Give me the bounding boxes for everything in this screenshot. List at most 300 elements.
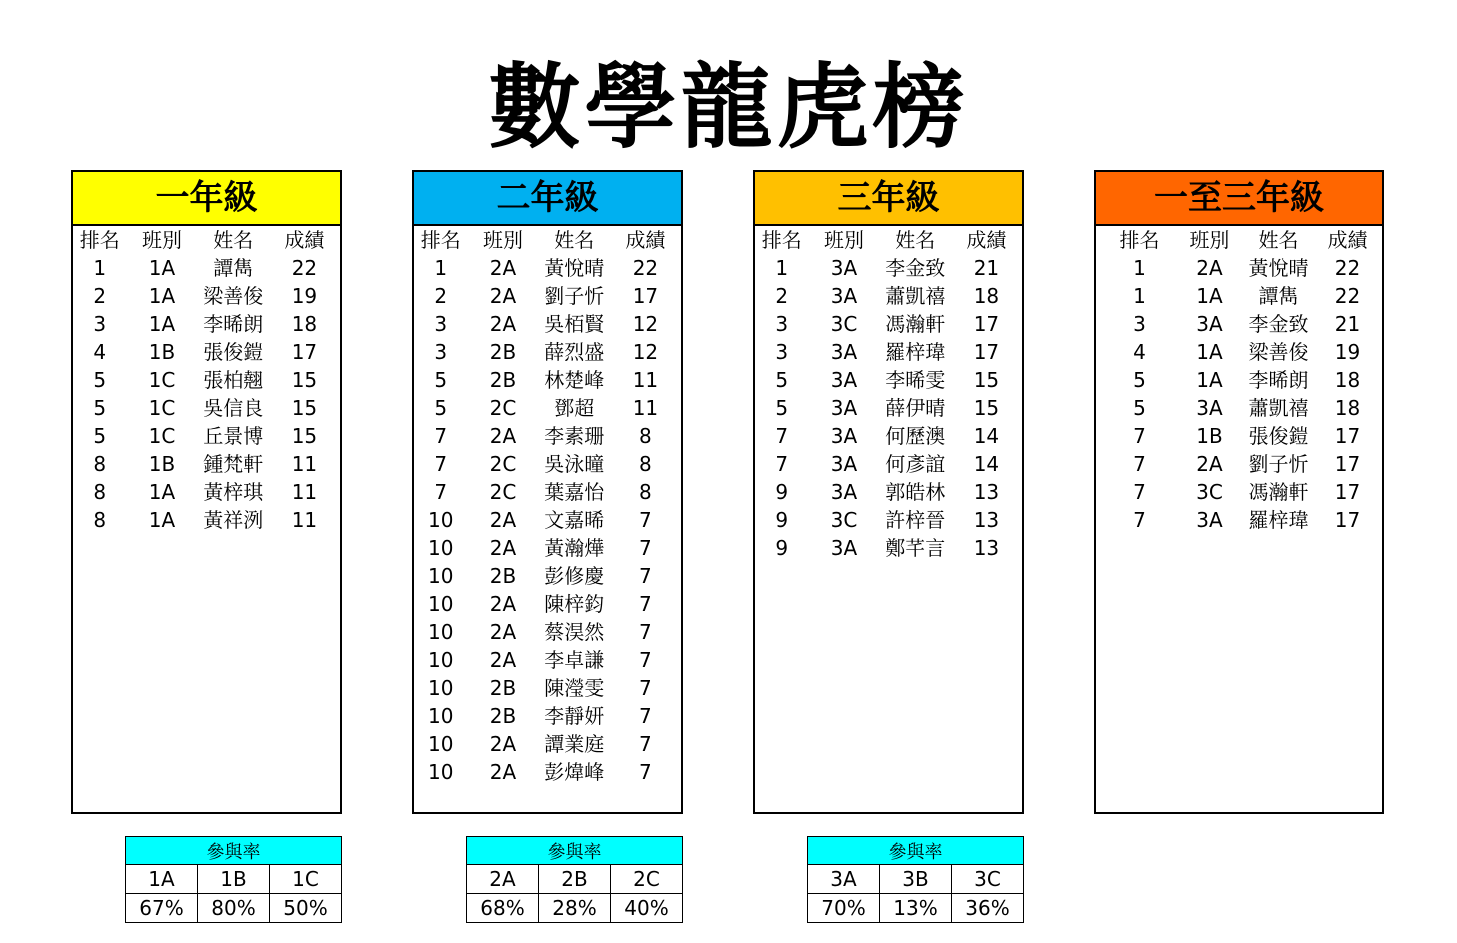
table-row [414, 506, 681, 534]
name-cell: 梁善俊 [203, 284, 264, 308]
participation-class: 1B [198, 865, 270, 894]
rank-cell: 5 [434, 396, 448, 420]
table-row [414, 646, 681, 674]
column-headers [1096, 226, 1382, 254]
rank-cell: 5 [434, 368, 448, 392]
rank-cell: 3 [1133, 312, 1146, 336]
class-cell: 3A [830, 536, 858, 560]
name-cell: 吳信良 [203, 396, 264, 420]
name-cell: 譚雋 [1258, 284, 1299, 308]
class-cell: 3A [1196, 312, 1223, 336]
rank-cell: 10 [427, 676, 454, 700]
score-cell: 7 [639, 592, 652, 616]
table-row [755, 254, 1022, 282]
class-cell: 2C [489, 452, 517, 476]
participation-table [125, 836, 342, 923]
class-cell: 2C [489, 480, 517, 504]
participation-rate: 68% [467, 894, 539, 923]
rank-cell: 1 [1133, 284, 1146, 308]
participation-rate: 40% [611, 894, 683, 923]
ranking-board [412, 170, 683, 814]
table-row [1096, 366, 1382, 394]
column-headers [755, 226, 1022, 254]
rank-cell: 7 [1133, 480, 1146, 504]
participation-rate: 70% [808, 894, 880, 923]
score-cell: 17 [1334, 424, 1361, 448]
rank-cell: 3 [434, 312, 448, 336]
participation-class: 1C [270, 865, 342, 894]
score-cell: 7 [639, 732, 652, 756]
table-row [414, 450, 681, 478]
rank-cell: 7 [1133, 508, 1146, 532]
score-cell: 22 [1334, 284, 1361, 308]
table-row [755, 310, 1022, 338]
rank-cell: 3 [775, 312, 789, 336]
rank-cell: 10 [427, 620, 454, 644]
participation-class: 1A [126, 865, 198, 894]
table-row [73, 282, 340, 310]
class-cell: 1B [148, 452, 176, 476]
column-headers [73, 226, 340, 254]
participation-class: 3A [808, 865, 880, 894]
class-cell: 1A [1196, 368, 1223, 392]
name-cell: 羅梓瑋 [1248, 508, 1309, 532]
score-cell: 18 [973, 284, 1000, 308]
table-row [414, 758, 681, 786]
name-cell: 蕭凱禧 [885, 284, 946, 308]
table-row [73, 310, 340, 338]
score-cell: 8 [639, 452, 652, 476]
table-row [755, 282, 1022, 310]
name-cell: 張俊鎧 [203, 340, 264, 364]
class-cell: 2B [489, 564, 517, 588]
name-cell: 馮瀚軒 [1248, 480, 1309, 504]
class-cell: 2A [489, 312, 517, 336]
score-cell: 21 [1334, 312, 1361, 336]
class-cell: 2B [489, 368, 517, 392]
class-cell: 2A [489, 536, 517, 560]
column-header: 成績 [1327, 228, 1368, 252]
name-cell: 葉嘉怡 [544, 480, 605, 504]
table-row [1096, 394, 1382, 422]
column-header: 排名 [79, 228, 120, 252]
participation-header: 參與率 [467, 837, 683, 865]
class-cell: 1A [148, 284, 176, 308]
score-cell: 7 [639, 760, 652, 784]
rank-cell: 10 [427, 508, 454, 532]
name-cell: 許梓晉 [885, 508, 946, 532]
page-title: 數學龍虎榜 [488, 54, 969, 161]
rank-cell: 8 [93, 508, 107, 532]
name-cell: 彭煒峰 [544, 760, 605, 784]
class-cell: 2A [489, 256, 517, 280]
table-row [73, 338, 340, 366]
column-header: 班別 [1189, 228, 1230, 252]
table-row [73, 366, 340, 394]
class-cell: 2B [489, 340, 517, 364]
rank-cell: 5 [775, 396, 789, 420]
table-row [414, 394, 681, 422]
table-row [414, 730, 681, 758]
column-header: 班別 [483, 228, 523, 252]
class-cell: 2B [489, 704, 517, 728]
table-row [1096, 338, 1382, 366]
score-cell: 22 [1334, 256, 1361, 280]
table-row [414, 674, 681, 702]
column-header: 班別 [142, 228, 182, 252]
participation-table [466, 836, 683, 923]
name-cell: 李金致 [1248, 312, 1309, 336]
score-cell: 21 [973, 256, 1000, 280]
score-cell: 11 [291, 480, 318, 504]
rank-cell: 1 [1133, 256, 1146, 280]
rank-cell: 9 [775, 508, 789, 532]
class-cell: 1B [1196, 424, 1223, 448]
table-row [414, 282, 681, 310]
name-cell: 蕭凱禧 [1248, 396, 1309, 420]
rank-cell: 10 [427, 704, 454, 728]
table-row [414, 478, 681, 506]
name-cell: 羅梓瑋 [885, 340, 946, 364]
table-row [414, 534, 681, 562]
column-header: 排名 [761, 228, 802, 252]
table-row [73, 422, 340, 450]
participation-header: 參與率 [808, 837, 1024, 865]
name-cell: 吳栢賢 [544, 312, 605, 336]
participation-class: 3B [880, 865, 952, 894]
column-headers [414, 226, 681, 254]
class-cell: 2A [489, 648, 517, 672]
class-cell: 3A [1196, 396, 1223, 420]
score-cell: 13 [973, 508, 1000, 532]
class-cell: 2B [489, 676, 517, 700]
class-cell: 3A [830, 480, 858, 504]
score-cell: 13 [973, 480, 1000, 504]
rank-cell: 1 [93, 256, 107, 280]
participation-class: 3C [952, 865, 1024, 894]
table-row [1096, 310, 1382, 338]
participation-class: 2A [467, 865, 539, 894]
class-cell: 3A [830, 284, 858, 308]
name-cell: 吳泳曈 [544, 452, 605, 476]
score-cell: 17 [1334, 480, 1361, 504]
score-cell: 15 [973, 396, 1000, 420]
board-title: 一年級 [73, 172, 340, 226]
name-cell: 劉子忻 [544, 284, 605, 308]
table-row [755, 506, 1022, 534]
rank-cell: 5 [1133, 368, 1146, 392]
rank-cell: 2 [775, 284, 789, 308]
table-row [73, 254, 340, 282]
rank-cell: 3 [775, 340, 789, 364]
name-cell: 黃祥洌 [203, 508, 264, 532]
name-cell: 何彥誼 [885, 452, 946, 476]
score-cell: 18 [291, 312, 318, 336]
ranking-board [1094, 170, 1384, 814]
participation-table [807, 836, 1024, 923]
rank-cell: 7 [775, 452, 789, 476]
score-cell: 15 [291, 368, 318, 392]
class-cell: 2C [489, 396, 517, 420]
score-cell: 17 [973, 340, 1000, 364]
score-cell: 12 [632, 312, 659, 336]
table-row [755, 478, 1022, 506]
score-cell: 12 [632, 340, 659, 364]
column-header: 成績 [625, 228, 666, 252]
column-header: 姓名 [895, 228, 936, 252]
table-row [414, 338, 681, 366]
table-row [1096, 254, 1382, 282]
name-cell: 梁善俊 [1248, 340, 1309, 364]
rank-cell: 5 [93, 424, 107, 448]
class-cell: 3A [1196, 508, 1223, 532]
table-row [414, 590, 681, 618]
table-row [755, 422, 1022, 450]
score-cell: 17 [1334, 508, 1361, 532]
name-cell: 李金致 [885, 256, 946, 280]
name-cell: 林楚峰 [544, 368, 605, 392]
name-cell: 何歷澳 [885, 424, 946, 448]
table-row [414, 562, 681, 590]
rank-cell: 2 [93, 284, 107, 308]
score-cell: 19 [291, 284, 318, 308]
table-row [1096, 506, 1382, 534]
column-header: 排名 [1119, 228, 1160, 252]
table-row [755, 366, 1022, 394]
name-cell: 劉子忻 [1248, 452, 1309, 476]
score-cell: 7 [639, 704, 652, 728]
rank-cell: 8 [93, 480, 107, 504]
name-cell: 黃梓琪 [203, 480, 264, 504]
name-cell: 馮瀚軒 [885, 312, 946, 336]
class-cell: 1B [148, 340, 176, 364]
table-row [414, 254, 681, 282]
score-cell: 8 [639, 424, 652, 448]
class-cell: 1A [148, 256, 176, 280]
score-cell: 14 [973, 452, 1000, 476]
column-header: 排名 [420, 228, 461, 252]
ranking-board [71, 170, 342, 814]
column-header: 班別 [824, 228, 864, 252]
class-cell: 3C [830, 508, 858, 532]
score-cell: 15 [973, 368, 1000, 392]
class-cell: 2A [489, 760, 517, 784]
score-cell: 7 [639, 620, 652, 644]
name-cell: 薛烈盛 [544, 340, 605, 364]
class-cell: 3C [830, 312, 858, 336]
name-cell: 鄭芊言 [885, 536, 946, 560]
table-row [73, 450, 340, 478]
score-cell: 7 [639, 648, 652, 672]
board-title: 二年級 [414, 172, 681, 226]
name-cell: 郭皓林 [885, 480, 946, 504]
table-row [1096, 478, 1382, 506]
score-cell: 22 [632, 256, 659, 280]
name-cell: 蔡淏然 [544, 620, 605, 644]
participation-class: 2C [611, 865, 683, 894]
rank-cell: 7 [434, 480, 448, 504]
rank-cell: 7 [434, 452, 448, 476]
rank-cell: 10 [427, 732, 454, 756]
participation-class: 2B [539, 865, 611, 894]
score-cell: 15 [291, 396, 318, 420]
class-cell: 2A [1196, 256, 1223, 280]
rank-cell: 1 [775, 256, 789, 280]
rank-cell: 7 [1133, 424, 1146, 448]
rank-cell: 5 [1133, 396, 1146, 420]
table-row [1096, 450, 1382, 478]
rank-cell: 5 [93, 396, 107, 420]
rank-cell: 9 [775, 480, 789, 504]
ranking-board [753, 170, 1024, 814]
name-cell: 丘景博 [203, 424, 264, 448]
class-cell: 1A [1196, 284, 1223, 308]
class-cell: 2A [1196, 452, 1223, 476]
participation-rate: 50% [270, 894, 342, 923]
board-title: 三年級 [755, 172, 1022, 226]
class-cell: 2A [489, 424, 517, 448]
participation-rate: 67% [126, 894, 198, 923]
class-cell: 3A [830, 396, 858, 420]
rank-cell: 7 [1133, 452, 1146, 476]
rank-cell: 5 [93, 368, 107, 392]
column-header: 成績 [966, 228, 1007, 252]
rank-cell: 9 [775, 536, 789, 560]
score-cell: 15 [291, 424, 318, 448]
score-cell: 22 [291, 256, 318, 280]
name-cell: 薛伊晴 [885, 396, 946, 420]
score-cell: 11 [291, 508, 318, 532]
name-cell: 鍾梵軒 [203, 452, 264, 476]
score-cell: 8 [639, 480, 652, 504]
participation-rate: 36% [952, 894, 1024, 923]
name-cell: 李卓謙 [544, 648, 605, 672]
participation-header: 參與率 [126, 837, 342, 865]
column-header: 姓名 [1258, 228, 1299, 252]
class-cell: 1C [148, 396, 176, 420]
table-row [755, 534, 1022, 562]
class-cell: 2A [489, 508, 517, 532]
score-cell: 11 [632, 396, 659, 420]
name-cell: 李晞朗 [203, 312, 264, 336]
column-header: 成績 [284, 228, 325, 252]
class-cell: 2A [489, 620, 517, 644]
score-cell: 11 [291, 452, 318, 476]
score-cell: 17 [291, 340, 318, 364]
table-row [73, 394, 340, 422]
rank-cell: 10 [427, 536, 454, 560]
rank-cell: 10 [427, 648, 454, 672]
rank-cell: 10 [427, 760, 454, 784]
score-cell: 7 [639, 536, 652, 560]
name-cell: 鄧超 [554, 396, 595, 420]
board-title: 一至三年級 [1096, 172, 1382, 226]
rank-cell: 7 [434, 424, 448, 448]
name-cell: 李靜妍 [544, 704, 605, 728]
table-row [73, 478, 340, 506]
name-cell: 張柏翹 [203, 368, 264, 392]
table-row [755, 338, 1022, 366]
table-row [414, 618, 681, 646]
participation-rate: 28% [539, 894, 611, 923]
score-cell: 17 [973, 312, 1000, 336]
table-row [755, 450, 1022, 478]
column-header: 姓名 [554, 228, 595, 252]
name-cell: 黃悅晴 [544, 256, 605, 280]
name-cell: 陳瀅雯 [544, 676, 605, 700]
rank-cell: 1 [434, 256, 448, 280]
class-cell: 3C [1196, 480, 1223, 504]
score-cell: 7 [639, 508, 652, 532]
name-cell: 譚業庭 [544, 732, 605, 756]
rank-cell: 2 [434, 284, 448, 308]
class-cell: 3A [830, 340, 858, 364]
score-cell: 19 [1334, 340, 1361, 364]
class-cell: 3A [830, 452, 858, 476]
rank-cell: 10 [427, 592, 454, 616]
score-cell: 17 [1334, 452, 1361, 476]
class-cell: 3A [830, 256, 858, 280]
table-row [414, 366, 681, 394]
name-cell: 陳梓鈞 [544, 592, 605, 616]
rank-cell: 7 [775, 424, 789, 448]
class-cell: 1C [148, 424, 176, 448]
class-cell: 1C [148, 368, 176, 392]
name-cell: 譚雋 [213, 256, 254, 280]
participation-rate: 80% [198, 894, 270, 923]
class-cell: 1A [148, 508, 176, 532]
class-cell: 3A [830, 424, 858, 448]
rank-cell: 8 [93, 452, 107, 476]
score-cell: 17 [632, 284, 659, 308]
table-row [73, 506, 340, 534]
name-cell: 李晞雯 [885, 368, 946, 392]
class-cell: 1A [148, 312, 176, 336]
class-cell: 2A [489, 592, 517, 616]
table-row [414, 702, 681, 730]
score-cell: 14 [973, 424, 1000, 448]
name-cell: 李素珊 [544, 424, 605, 448]
table-row [755, 394, 1022, 422]
table-row [1096, 282, 1382, 310]
name-cell: 彭修慶 [544, 564, 605, 588]
participation-rate: 13% [880, 894, 952, 923]
table-row [1096, 422, 1382, 450]
class-cell: 2A [489, 732, 517, 756]
name-cell: 黃悅晴 [1248, 256, 1309, 280]
rank-cell: 3 [434, 340, 448, 364]
class-cell: 1A [148, 480, 176, 504]
column-header: 姓名 [213, 228, 254, 252]
score-cell: 13 [973, 536, 1000, 560]
table-row [414, 422, 681, 450]
score-cell: 18 [1334, 396, 1361, 420]
name-cell: 張俊鎧 [1248, 424, 1309, 448]
score-cell: 11 [632, 368, 659, 392]
rank-cell: 4 [93, 340, 107, 364]
name-cell: 黃瀚燁 [544, 536, 605, 560]
name-cell: 李晞朗 [1248, 368, 1309, 392]
score-cell: 18 [1334, 368, 1361, 392]
rank-cell: 3 [93, 312, 107, 336]
rank-cell: 10 [427, 564, 454, 588]
score-cell: 7 [639, 676, 652, 700]
table-row [414, 310, 681, 338]
rank-cell: 5 [775, 368, 789, 392]
class-cell: 3A [830, 368, 858, 392]
score-cell: 7 [639, 564, 652, 588]
name-cell: 文嘉晞 [544, 508, 605, 532]
